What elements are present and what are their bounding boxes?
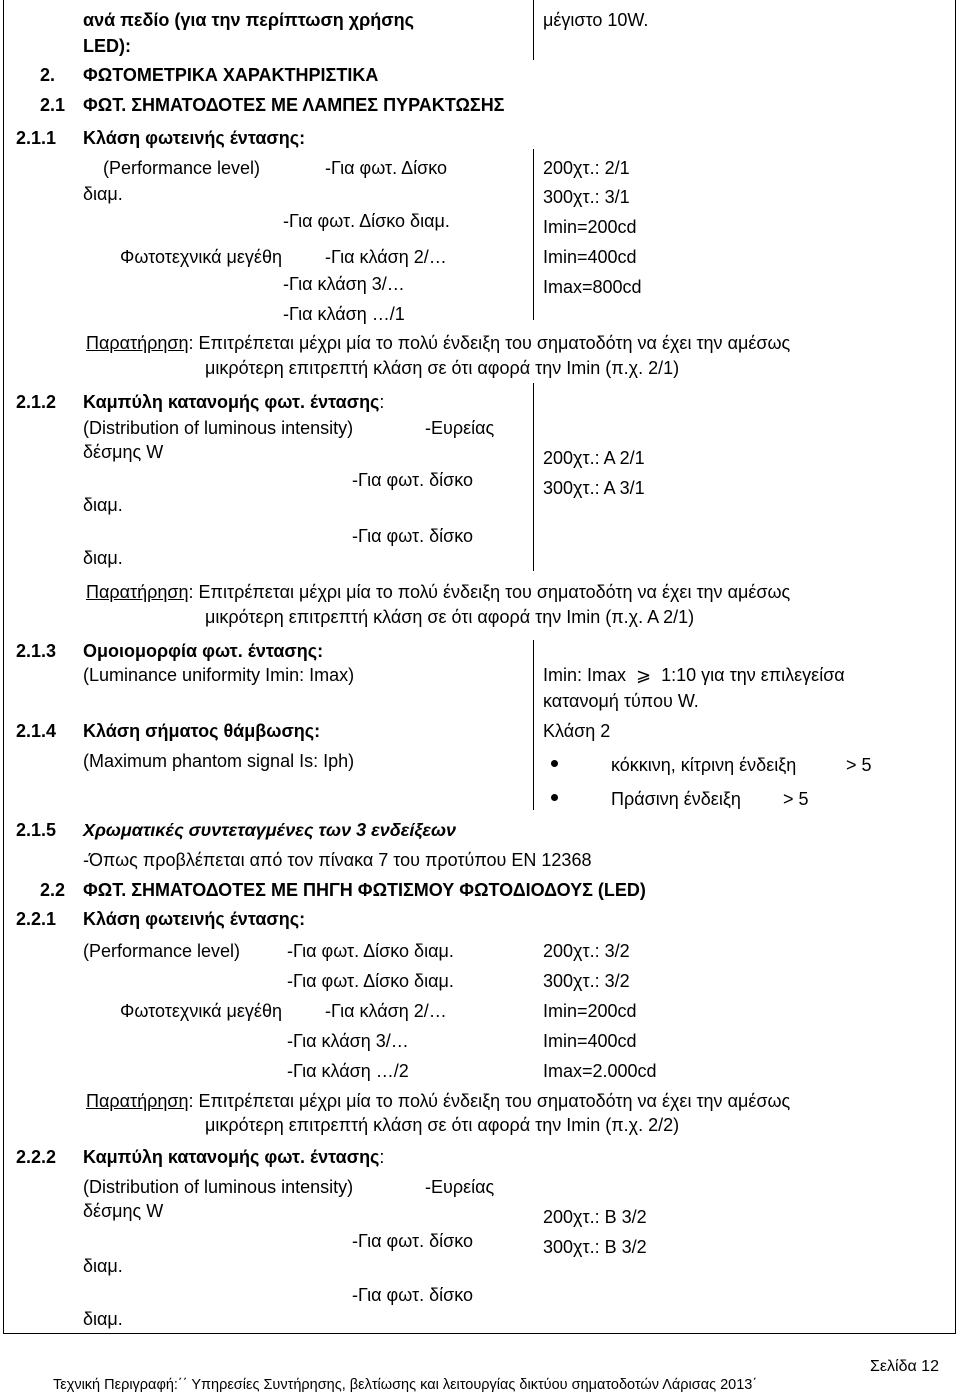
item-text: -Για φωτ. Δίσκο διαμ. — [287, 941, 454, 961]
photometric-label: Φωτοτεχνικά μεγέθη — [120, 1001, 282, 1021]
bullet-value: > 5 — [846, 755, 872, 775]
value: κατανομή τύπου W. — [543, 691, 699, 711]
note — [86, 1092, 790, 1110]
item-text: διαμ. — [83, 495, 123, 515]
note-line2: μικρότερη επιτρεπτή κλάση σε ότι αφορά την Imin (π.χ. 2/2) — [205, 1115, 680, 1135]
section-title — [83, 1148, 384, 1166]
bullet-text: Πράσινη ένδειξη — [611, 789, 741, 809]
value — [543, 666, 845, 684]
value: Imin=400cd — [543, 247, 637, 267]
value: Imax=2.000cd — [543, 1061, 657, 1081]
item-text: -Για κλάση 3/… — [287, 1031, 409, 1051]
top-right-value: μέγιστο 10W. — [543, 10, 649, 30]
item-text: -Για φωτ. δίσκο — [352, 470, 474, 490]
item-text: -Για φωτ. Δίσκο διαμ. — [283, 211, 450, 231]
section-number: 2.1.2 — [16, 392, 57, 412]
section-number: 2.1.5 — [16, 820, 57, 840]
item-text: -Για φωτ. Δίσκο διαμ. — [287, 971, 454, 991]
top-left-line2: LED): — [83, 36, 131, 56]
item-text: -Για φωτ. δίσκο — [352, 1231, 474, 1251]
footer-text: Τεχνική Περιγραφή:΄΄ Υπηρεσίες Συντήρησης, βελτίωσης και λειτουργίας δικτύου σηματοδοτών Λάρισας 2013΄ — [53, 1377, 758, 1393]
section-title: Κλάση φωτεινής έντασης: — [83, 909, 306, 929]
page-number: Σελίδα 12 — [870, 1358, 939, 1375]
item-text: -Για κλάση 2/… — [325, 1001, 447, 1021]
column-divider — [533, 640, 534, 810]
uniformity-label: (Luminance uniformity Imin: Imax) — [83, 665, 355, 685]
item-text: διαμ. — [83, 184, 123, 204]
value: 300χτ.: 3/2 — [543, 971, 630, 991]
photometric-label: Φωτοτεχνικά μεγέθη — [120, 247, 282, 267]
item-text: -Για φωτ. Δίσκο — [325, 158, 448, 178]
section-number: 2.1.3 — [16, 641, 57, 661]
item-text: διαμ. — [83, 1309, 123, 1329]
value: Imax=800cd — [543, 277, 642, 297]
value-part: 1:10 για την επιλεγείσα — [661, 665, 845, 685]
column-divider — [533, 0, 534, 60]
phantom-label: (Maximum phantom signal Is: Iph) — [83, 751, 355, 771]
section-number: 2.2.2 — [16, 1147, 57, 1167]
note-text: : Επιτρέπεται μέχρι μία το πολύ ένδειξη του σηματοδότη να έχει την αμέσως — [188, 333, 791, 353]
section-number: 2.1.4 — [16, 721, 57, 741]
section-title: ΦΩΤ. ΣΗΜΑΤΟΔΟΤΕΣ ΜΕ ΠΗΓΗ ΦΩΤΙΣΜΟΥ ΦΩΤΟΔΙΟΔΟΥΣ (LED) — [83, 880, 646, 900]
section-title: Χρωματικές συντεταγμένες των 3 ενδείξεων — [83, 820, 457, 840]
value: 300χτ.: 3/1 — [543, 187, 630, 207]
bullet-icon — [551, 794, 558, 801]
section-title: Κλάση φωτεινής έντασης: — [83, 128, 306, 148]
title-bold: Καμπύλη κατανομής φωτ. έντασης — [83, 1147, 380, 1167]
note-label: Παρατήρηση — [86, 333, 189, 353]
note-label: Παρατήρηση — [86, 582, 189, 602]
table-left-border — [3, 0, 4, 1333]
item-text: διαμ. — [83, 548, 123, 568]
value: 200χτ.: 2/1 — [543, 158, 630, 178]
section-number: 2.1.1 — [16, 128, 57, 148]
bullet-value: > 5 — [783, 789, 809, 809]
section-title: ΦΩΤ. ΣΗΜΑΤΟΔΟΤΕΣ ΜΕ ΛΑΜΠΕΣ ΠΥΡΑΚΤΩΣΗΣ — [83, 95, 505, 115]
item-text: δέσμης W — [83, 442, 164, 462]
item-text: -Ευρείας — [425, 418, 495, 438]
item-text: δέσμης W — [83, 1201, 164, 1221]
note-line2: μικρότερη επιτρεπτή κλάση σε ότι αφορά την Imin (π.χ. 2/1) — [205, 358, 680, 378]
table-right-border — [955, 0, 956, 1333]
class-value: Κλάση 2 — [543, 721, 611, 741]
note — [86, 583, 790, 601]
section-number: 2.1 — [40, 95, 66, 115]
item-text: διαμ. — [83, 1256, 123, 1276]
section-title: Ομοιομορφία φωτ. έντασης: — [83, 641, 324, 661]
item-text: -Για φωτ. δίσκο — [352, 1285, 474, 1305]
item-text: -Για κλάση 3/… — [283, 274, 405, 294]
title-colon: : — [379, 392, 385, 412]
item-text: -Για κλάση …/2 — [287, 1061, 409, 1081]
title-colon: : — [379, 1147, 385, 1167]
note — [86, 334, 790, 352]
note-text: : Επιτρέπεται μέχρι μία το πολύ ένδειξη του σηματοδότη να έχει την αμέσως — [188, 1091, 791, 1111]
performance-label: (Performance level) — [83, 941, 241, 961]
section-number: 2.2.1 — [16, 909, 57, 929]
value: Imin=200cd — [543, 217, 637, 237]
value-part: Imin: Imax — [543, 665, 627, 685]
table-bottom-border — [3, 1333, 956, 1334]
title-bold: Καμπύλη κατανομής φωτ. έντασης — [83, 392, 380, 412]
section-title: Κλάση σήματος θάμβωσης: — [83, 721, 321, 741]
bullet-text: κόκκινη, κίτρινη ένδειξη — [611, 755, 797, 775]
geq-symbol: ⩾ — [636, 665, 652, 685]
note-label: Παρατήρηση — [86, 1091, 189, 1111]
item-text: -Για κλάση 2/… — [325, 247, 447, 267]
item-text: -Για κλάση …/1 — [283, 304, 405, 324]
section-title — [83, 393, 384, 411]
column-divider — [533, 149, 534, 320]
section-number: 2. — [40, 65, 56, 85]
item-text: -Ευρείας — [425, 1177, 495, 1197]
distribution-label: (Distribution of luminous intensity) — [83, 1177, 354, 1197]
value: Imin=400cd — [543, 1031, 637, 1051]
value: 300χτ.: Α 3/1 — [543, 478, 645, 498]
performance-label: (Performance level) — [103, 158, 261, 178]
bullet-icon — [551, 760, 558, 767]
value: 200χτ.: 3/2 — [543, 941, 630, 961]
item-text: -Για φωτ. δίσκο — [352, 526, 474, 546]
note-text: : Επιτρέπεται μέχρι μία το πολύ ένδειξη του σηματοδότη να έχει την αμέσως — [188, 582, 791, 602]
value: 200χτ.: Α 2/1 — [543, 448, 645, 468]
note-line2: μικρότερη επιτρεπτή κλάση σε ότι αφορά την Imin (π.χ. Α 2/1) — [205, 607, 695, 627]
section-number: 2.2 — [40, 880, 66, 900]
section-title: ΦΩΤΟΜΕΤΡΙΚΑ ΧΑΡΑΚΤΗΡΙΣΤΙΚΑ — [83, 65, 379, 85]
distribution-label: (Distribution of luminous intensity) — [83, 418, 354, 438]
colour-text: -Όπως προβλέπεται από τον πίνακα 7 του προτύπου ΕΝ 12368 — [83, 850, 592, 870]
value: 200χτ.: Β 3/2 — [543, 1207, 647, 1227]
value: Imin=200cd — [543, 1001, 637, 1021]
top-left-line1: ανά πεδίο (για την περίπτωση χρήσης — [83, 10, 414, 30]
column-divider — [533, 383, 534, 571]
value: 300χτ.: Β 3/2 — [543, 1237, 647, 1257]
